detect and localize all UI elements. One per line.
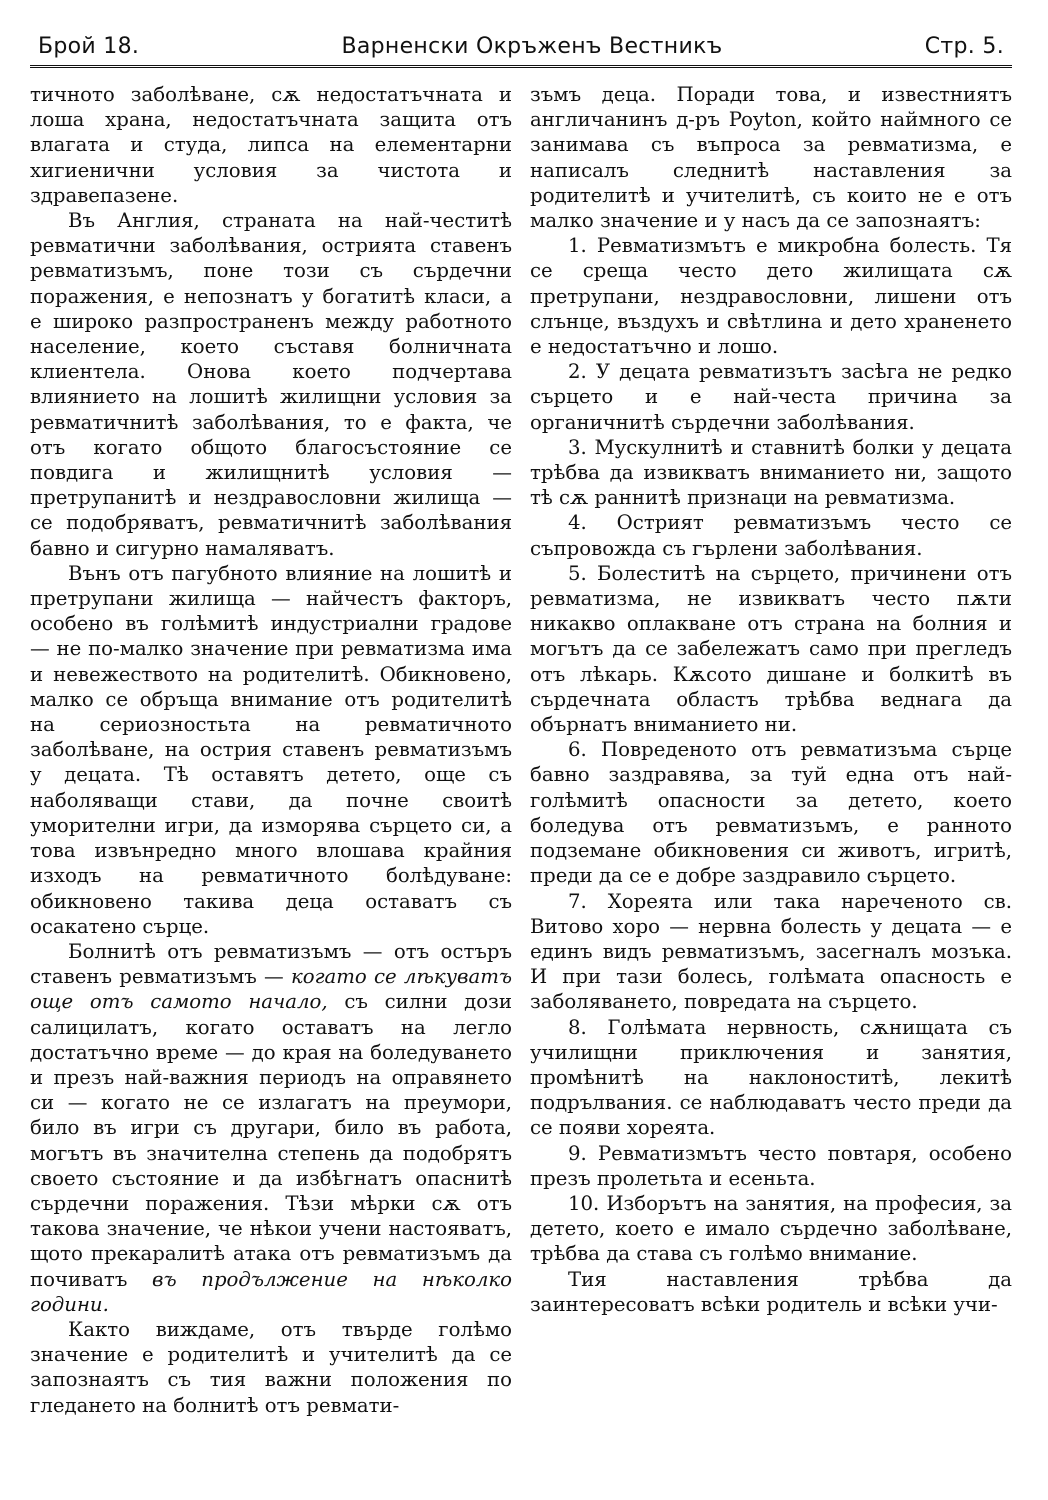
list-item: 2. У децата ревматизътъ засѣга не редко сърцето и е най-честа причина за органичнитѣ сърдечни заболѣвания. <box>530 360 1012 434</box>
list-item: 1. Ревматизмътъ е микробна болесть. Тя се среща често дето жилищата сѫ претрупани, нездравословни, лишени отъ слънце, въздухъ и свѣтлина и дето храненето е недостатъчно и лошо. <box>530 234 1012 359</box>
running-head <box>30 34 1012 59</box>
paragraph: Тия наставления трѣбва да заинтересоватъ всѣки родитель и всѣки учи- <box>530 1267 1012 1316</box>
newspaper-title: Варненски Окръженъ Вестникъ <box>341 34 723 59</box>
list-item: 9. Ревматизмътъ често повтаря, особено презъ пролетьта и есеньта. <box>530 1141 1012 1190</box>
list-item: 8. Голѣмата нервность, сѫнищата съ училищни приключения и занятия, промѣнитѣ на наклоноститѣ, лекитѣ подрълвания. се наблюдаватъ често преди да се появи хореята. <box>530 1015 1012 1140</box>
paragraph: Както виждаме, отъ твърде голѣмо значение е родителитѣ и учителитѣ да се запознаятъ съ тия важни положения по гледането на болнитѣ отъ ревмати- <box>30 1317 512 1417</box>
list-item: 10. Изборътъ на занятия, на професия, за детето, което е имало сърдечно заболѣване, трѣбва да става съ голѣмо внимание. <box>530 1191 1012 1266</box>
paragraph: зъмъ деца. Поради това, и известниятъ англичанинъ д-ръ Poyton, който наймного се занимава съ въпроса за ревматизма, е написалъ следнитѣ наставления за родителитѣ и учителитѣ, съ които не е отъ малко значение и у насъ да се запознаятъ: <box>530 83 1012 233</box>
paragraph <box>30 939 512 1317</box>
left-column <box>30 82 512 1418</box>
text-run: Болнитѣ отъ ревматизъмъ — отъ остъръ ставенъ ревматизъмъ — <box>30 939 512 989</box>
list-item: 3. Мускулнитѣ и ставнитѣ болки у децата трѣбва да извикватъ вниманието ни, защото тѣ сѫ раннитѣ признаци на ревматизма. <box>530 435 1012 510</box>
issue-number: Брой 18. <box>38 34 140 59</box>
page-number: Стр. 5. <box>924 34 1004 59</box>
italic-run: когато се лѣкуватъ още отъ самото начало, <box>30 965 512 1014</box>
list-item: 4. Острият ревматизъмъ често се съпровожда съ гърлени заболѣвания. <box>530 511 1012 560</box>
paragraph: тичното заболѣване, сѫ недостатъчната и лоша храна, недостатъчната защита отъ влагата и студа, липса на елементарни хигиенични условия за чистота и здравепазене. <box>30 83 512 207</box>
text-run: съ силни дози салицилатъ, когато оставатъ на легло достатъчно време — до края на боледуването и презъ най-важния периодъ на оправянето си — когато не се излагатъ на преумори, било въ игри съ другари, било въ работа, могътъ въ значителна степень да подобрятъ своето състояние и да избѣгнатъ опаснитѣ сърдечни поражения. Тѣзи мѣрки сѫ отъ такова значение, че нѣкои учени настояватъ, щото прекаралитѣ атака отъ ревматизъмъ да почиватъ <box>30 990 512 1291</box>
header-rule <box>30 65 1012 68</box>
article-columns <box>30 82 1012 1418</box>
italic-run: въ продължение на нѣколко години. <box>30 1267 512 1316</box>
list-item: 5. Болеститѣ на сърцето, причинени отъ ревматизма, не извикватъ често пѫти никакво оплакване отъ страна на болния и могътъ да се забележатъ само при прегледъ отъ лѣкарь. Кѫсото дишане и болкитѣ въ сърдечната областъ трѣбва веднага да обърнатъ вниманието ни. <box>530 561 1012 737</box>
paragraph: Вънъ отъ пагубното влияние на лошитѣ и претрупани жилища — найчестъ факторъ, особено въ голѣмитѣ индустриални градове — не по-малко значение при ревматизма има и невежеството на родителитѣ. Обикновено, малко се обръща внимание отъ родителитѣ на сериозностьта на ревматичното заболѣване, на острия ставенъ ревматизъмъ у децата. Тѣ оставятъ детето, още съ наболяващи стави, да почне своитѣ уморителни игри, да изморява сърцето си, а това извънредно много влошава крайния изходъ на ревматичното болѣдуване: обикновено такива деца оставатъ съ осакатено сърце. <box>30 561 512 938</box>
right-column <box>530 82 1012 1418</box>
list-item: 7. Хореята или така нареченото св. Витово хоро — нервна болесть у децата — е единъ видъ ревматизъмъ, засегналъ мозъка. И при тази болесь, голѣмата опасность е заболяването, повредата на сърцето. <box>530 889 1012 1014</box>
list-item: 6. Повреденото отъ ревматизъма сърце бавно заздравява, за туй една отъ най-голѣмитѣ опасности за детето, което боледува отъ ревматизъмъ, е ранното подземане обикновения си животъ, игритѣ, преди да се е добре заздравило сърцето. <box>530 738 1012 888</box>
paragraph: Въ Англия, страната на най-честитѣ ревматични заболѣвания, острията ставенъ ревматизъмъ, поне този съ сърдечни поражения, е непознатъ у богатитѣ класи, а е широко разпространенъ между работното население, което съставя болничната клиентела. Онова което подчертава влиянието на лошитѣ жилищни условия за ревматичнитѣ заболѣвания, то е факта, че отъ когато общото благосъстояние се повдига и жилищнитѣ условия — претрупанитѣ и нездравословни жилища — се подобряватъ, ревматичнитѣ заболѣвания бавно и сигурно намаляватъ. <box>30 209 512 560</box>
